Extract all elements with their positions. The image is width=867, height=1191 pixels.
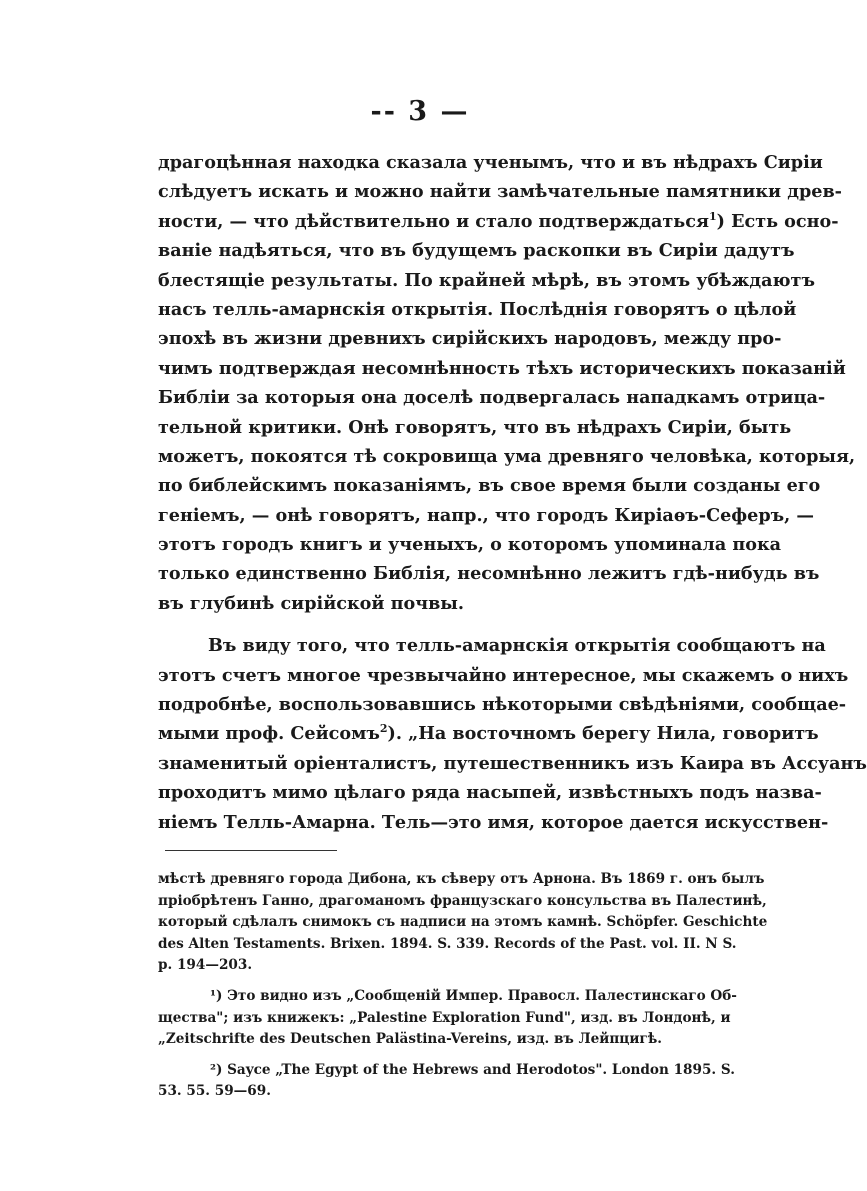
text-line: проходитъ мимо цѣлаго ряда насыпей, извѣстныхъ подъ назва- (158, 782, 822, 804)
text-line (158, 719, 819, 748)
footnote-gap (158, 977, 728, 986)
footnote-line: который сдѣлалъ снимокъ съ надписи на этомъ камнѣ. Schöpfer. Geschichte (158, 914, 768, 931)
text-line: ваніе надѣяться, что въ будущемъ раскопки въ Сиріи дадутъ (158, 240, 795, 262)
footnote-1: ¹) Это видно изъ „Сообщеній Импер. Правосл. Палестинскаго Об- (210, 987, 737, 1004)
text-line: въ глубинѣ сирійской почвы. (158, 592, 465, 614)
footnote-2: ²) Sayce „The Egypt of the Hebrews and Herodotos". London 1895. S. (210, 1061, 735, 1078)
text-line: этотъ городъ книгъ и ученыхъ, о которомъ упоминала пока (158, 534, 782, 556)
footnotes (158, 869, 768, 1103)
text-line: тельной критики. Онѣ говорятъ, что въ нѣдрахъ Сиріи, быть (158, 416, 792, 438)
text-line: подробнѣе, воспользовавшись нѣкоторыми свѣдѣніями, сообщае- (158, 694, 847, 716)
text-line: ніемъ Телль-Амарна. Тель—это имя, которое дается искусствен- (158, 811, 829, 833)
text-line: можетъ, покоятся тѣ сокровища ума древняго человѣка, которыя, (158, 445, 856, 467)
text-line: блестящіе результаты. По крайней мѣрѣ, въ этомъ убѣждаютъ (158, 269, 815, 291)
text-line: насъ телль-амарнскія открытія. Послѣднія говорятъ о цѣлой (158, 298, 797, 320)
paragraph-gap (158, 618, 726, 631)
text-line: только единственно Библія, несомнѣнно лежитъ гдѣ-нибудь въ (158, 563, 820, 585)
footnote-ref-1[interactable]: 1 (708, 209, 717, 223)
footnote-line: щества"; изъ книжекъ: „Palestine Exploration Fund", изд. въ Лондонѣ, и (158, 1009, 731, 1026)
footnote-line: пріобрѣтенъ Ганно, драгоманомъ французскаго консульства въ Палестинѣ, (158, 892, 767, 909)
text-line: знаменитый оріенталистъ, путешественникъ изъ Каира въ Ассуанъ (158, 752, 867, 774)
footnote-line: „Zeitschrifte des Deutschen Palästina-Vereins, изд. въ Лейпцигѣ. (158, 1031, 663, 1048)
text-line (158, 207, 839, 236)
text-segment: мыми проф. Сейсомъ (158, 723, 380, 745)
footnote-gap (158, 1051, 728, 1060)
text-line: этотъ счетъ многое чрезвычайно интересное, мы скажемъ о нихъ (158, 664, 849, 686)
text-segment: ности, — что дѣйствительно и стало подтверждаться (158, 210, 709, 232)
text-line: геніемъ, — онѣ говорятъ, напр., что городъ Киріаѳъ-Сеферъ, — (158, 504, 814, 526)
footnote-ref-2[interactable]: 2 (379, 722, 388, 736)
text-line: чимъ подтверждая несомнѣнность тѣхъ историческихъ показаній (158, 357, 846, 379)
text-line: эпохѣ въ жизни древнихъ сирійскихъ народовъ, между про- (158, 328, 782, 350)
text-line: слѣдуетъ искать и можно найти замѣчательные памятники древ- (158, 181, 842, 203)
text-segment: ) Есть осно- (716, 210, 839, 232)
footnote-line: мѣстѣ древняго города Дибона, къ сѣверу отъ Арнона. Въ 1869 г. онъ былъ (158, 871, 765, 887)
footnote-line: 53. 55. 59—69. (158, 1083, 271, 1100)
main-text (158, 148, 867, 837)
text-segment: ). „На восточномъ берегу Нила, говоритъ (387, 723, 819, 745)
footnote-line: p. 194—203. (158, 957, 253, 974)
text-line: Библіи за которыя она доселѣ подвергалась нападкамъ отрица- (158, 387, 826, 409)
page-number: -- 3 — (370, 96, 470, 127)
text-line: по библейскимъ показаніямъ, въ свое время были созданы его (158, 475, 821, 497)
footnote-divider (165, 850, 337, 851)
text-line: драгоцѣнная находка сказала ученымъ, что и въ нѣдрахъ Сиріи (158, 152, 823, 173)
footnote-line: des Alten Testaments. Brixen. 1894. S. 339. Records of the Past. vol. II. N S. (158, 935, 737, 952)
text-line: Въ виду того, что телль-амарнскія открытія сообщаютъ на (208, 635, 826, 657)
